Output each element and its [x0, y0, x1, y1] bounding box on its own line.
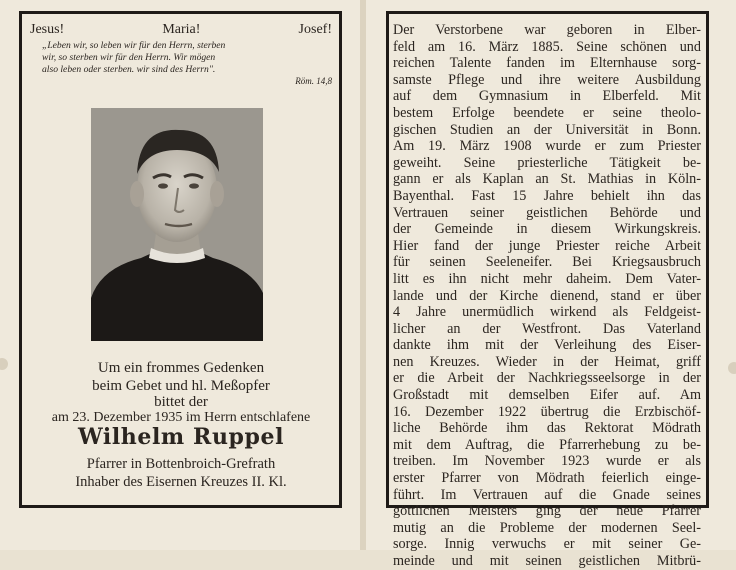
biography-line: erster Pfarrer von Mödrath feierlich einge-: [393, 470, 701, 487]
scripture-verse: [42, 40, 332, 75]
biography-line: sorge. Innig verwuchs er mit seiner Ge-: [393, 536, 701, 553]
biography-line: 16. Dezember 1922 übertrug die Erzbischöf-: [393, 403, 701, 420]
biography-line: auf dem Gymnasium in Elberfeld. Mit: [393, 88, 701, 105]
memorial-request-line-3: bittet der: [154, 394, 208, 410]
biography-line: Bayenthal. Fast 15 Jahre behielt ihn das: [393, 187, 701, 204]
biography-line: mutig an die Probleme der modernen Seel-: [393, 519, 701, 536]
biography-line: gann er als Kaplan an St. Mathias in Köln-: [393, 171, 701, 188]
biography-line: meinde und mit seinen geistlichen Mitbrü-: [393, 553, 701, 569]
biography-line: Vertrauen seiner geistlichen Behörde und: [393, 204, 701, 221]
death-date-line: am 23. Dezember 1935 im Herrn entschlafene: [51, 410, 311, 425]
header-josef: Josef!: [298, 22, 332, 37]
biography-line: Der Verstorbene war geboren in Elber-: [393, 22, 701, 38]
biography-line: geweiht. Seine priesterliche Tätigkeit be-: [393, 154, 701, 171]
deceased-honor: Inhaber des Eisernen Kreuzes II. Kl.: [75, 474, 287, 490]
biography-line: Großstadt mit demselben Eifer auf. Am: [393, 387, 701, 404]
verse-reference: Röm. 14,8: [295, 76, 332, 86]
biography-line: führt. Im Vertrauen auf die Gnade seines: [393, 486, 701, 503]
biography-line: göttlichen Meisters ging der neue Pfarrer: [393, 503, 701, 520]
verse-line-3: also leben oder sterben. wir sind des Herrn".: [42, 63, 216, 75]
biography-line: dankte ihm mit der Verleihung des Eiser-: [393, 337, 701, 354]
paper-notch: [728, 362, 736, 374]
biography-line: für seinen Seeleneifer. Bei Kriegsausbruch: [393, 254, 701, 271]
biography-line: 4 Jahre unermüdlich wirkend als Feldgeist-: [393, 304, 701, 321]
biography-line: Am 19. März 1908 wurde er zum Priester: [393, 138, 701, 155]
portrait-illustration: [91, 108, 263, 341]
biography-line: bestem Erfolge beendete er seine theolo-: [393, 104, 701, 121]
biography-line: Hier fand der junge Priester reiche Arbeit: [393, 237, 701, 254]
biography-line: lande und der Kirche dienend, stand er über: [393, 287, 701, 304]
biography-line: er die Arbeit der Nachkriegsseelsorge in der: [393, 370, 701, 387]
biography-line: nen Kreuzes. Wieder in der Heimat, griff: [393, 353, 701, 370]
memorial-request-line-1: Um ein frommes Gedenken: [97, 360, 265, 376]
biography-line: der Gemeinde in diesem Wirkungskreis.: [393, 221, 701, 238]
header-jesus: Jesus!: [30, 22, 65, 37]
biography-line: gischen Studien an der Universität in Bonn.: [393, 121, 701, 138]
biography-line: reichen Talente fanden im Elternhause sorg-: [393, 55, 701, 72]
deceased-name: Wilhelm Ruppel: [77, 424, 285, 450]
biography-line: mit dem Auftrag, die Pfarrerhebung zu be-: [393, 436, 701, 453]
biography-line: feld am 16. März 1885. Seine schönen und: [393, 38, 701, 55]
holy-names-header: [30, 22, 332, 38]
biography-text: [393, 22, 701, 570]
header-maria: Maria!: [162, 22, 201, 37]
biography-line: samste Pflege und ihre weitere Ausbildung: [393, 71, 701, 88]
biography-line: liche Behörde ihm das Rektorat Mödrath: [393, 420, 701, 437]
memorial-request-line-2: beim Gebet und hl. Meßopfer: [92, 378, 270, 394]
biography-line: treiben. Im November 1923 wurde er als: [393, 453, 701, 470]
deceased-title: Pfarrer in Bottenbroich-Grefrath: [86, 456, 276, 472]
portrait-photo: [91, 108, 263, 341]
biography-line: litt es ihn nicht mehr daheim. Dem Vater-: [393, 270, 701, 287]
verse-line-2: wir, so sterben wir für den Herrn. Wir mögen: [42, 51, 216, 63]
biography-line: licher an der Westfront. Das Vaterland: [393, 320, 701, 337]
verse-line-1: „Leben wir, so leben wir für den Herrn, sterben: [42, 40, 226, 51]
